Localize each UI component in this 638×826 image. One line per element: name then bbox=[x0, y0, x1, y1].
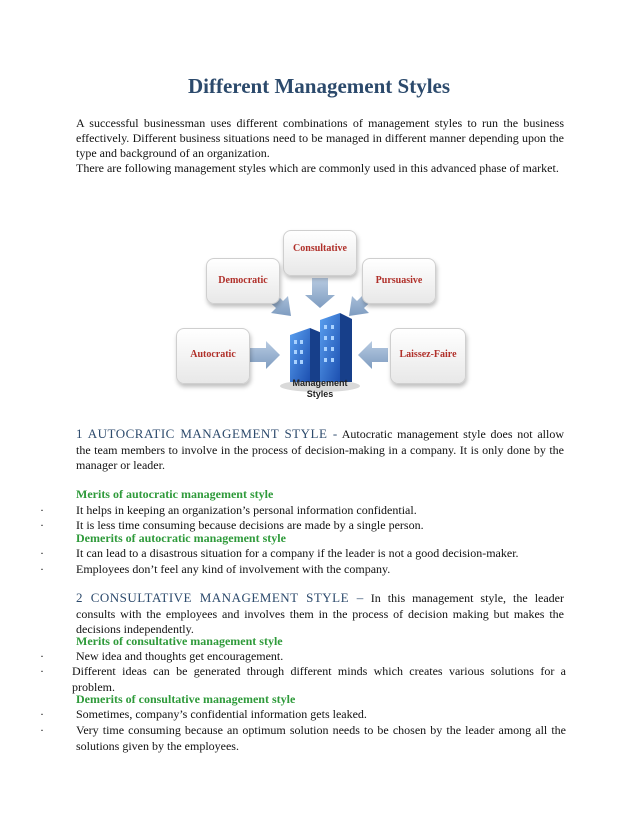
section-consultative-heading: 2 CONSULTATIVE MANAGEMENT STYLE – bbox=[76, 590, 364, 605]
list-item-text: Different ideas can be generated through different minds which creates various solutions for a problem. bbox=[72, 664, 566, 694]
center-label-line-1: Management bbox=[292, 378, 348, 388]
management-styles-diagram bbox=[170, 200, 470, 415]
list-item-text: Sometimes, company’s confidential information gets leaked. bbox=[76, 707, 367, 721]
box-pursuasive-label: Pursuasive bbox=[375, 275, 423, 286]
box-democratic-label: Democratic bbox=[218, 275, 268, 286]
list-item-text: It can lead to a disastrous situation for a company if the leader is not a good decision-maker. bbox=[76, 546, 519, 560]
section-autocratic-heading: 1 AUTOCRATIC MANAGEMENT STYLE - bbox=[76, 426, 338, 441]
section-consultative bbox=[76, 590, 564, 638]
autocratic-merits-title: Merits of autocratic management style bbox=[76, 487, 274, 501]
bullet: · bbox=[40, 546, 44, 560]
bullet: · bbox=[40, 518, 44, 532]
box-consultative bbox=[283, 230, 357, 276]
box-consultative-label: Consultative bbox=[293, 243, 347, 254]
list-item-text: Employees don’t feel any kind of involvement with the company. bbox=[76, 562, 391, 576]
intro-paragraph-1: A successful businessman uses different combinations of management styles to run the business effectively. Different business situations need to be managed in different manner depending upon the type and background of an organization. bbox=[76, 116, 564, 161]
box-laissez-faire bbox=[390, 328, 466, 384]
center-label bbox=[282, 378, 358, 400]
bullet: · bbox=[40, 664, 44, 678]
list-item-text: It is less time consuming because decisions are made by a single person. bbox=[76, 518, 424, 532]
bullet: · bbox=[40, 503, 44, 517]
box-autocratic bbox=[176, 328, 250, 384]
list-item-text: New idea and thoughts get encouragement. bbox=[76, 649, 284, 663]
consultative-merits-title: Merits of consultative management style bbox=[76, 634, 283, 648]
section-autocratic bbox=[76, 426, 564, 474]
list-item-text: It helps in keeping an organization’s personal information confidential. bbox=[76, 503, 417, 517]
intro-paragraph-2: There are following management styles which are commonly used in this advanced phase of market. bbox=[76, 161, 559, 175]
arrow-consultative bbox=[305, 278, 335, 308]
arrow-autocratic bbox=[250, 341, 280, 369]
box-democratic bbox=[206, 258, 280, 304]
center-label-line-2: Styles bbox=[306, 389, 334, 399]
box-laissez-faire-label: Laissez-Faire bbox=[399, 349, 457, 360]
consultative-demerits-title: Demerits of consultative management style bbox=[76, 692, 296, 706]
bullet: · bbox=[40, 649, 44, 663]
autocratic-demerits-title: Demerits of autocratic management style bbox=[76, 531, 286, 545]
arrow-laissez bbox=[358, 341, 388, 369]
bullet: · bbox=[40, 562, 44, 576]
page-title: Different Management Styles bbox=[187, 74, 451, 98]
bullet: · bbox=[40, 723, 44, 737]
section-consultative-body: In this management style, the leader consults with the employees and involves them in the process of decision making but makes the decisions independently. bbox=[76, 591, 565, 636]
bullet: · bbox=[40, 707, 44, 721]
list-item-text: Very time consuming because an optimum solution needs to be chosen by the leader among all the solutions given by the employees. bbox=[76, 723, 566, 753]
section-autocratic-body: Autocratic management style does not allow the team members to involve in the process of decision-making in a company. It is only done by the manager or leader. bbox=[76, 427, 564, 472]
box-autocratic-label: Autocratic bbox=[190, 349, 236, 360]
box-pursuasive bbox=[362, 258, 436, 304]
